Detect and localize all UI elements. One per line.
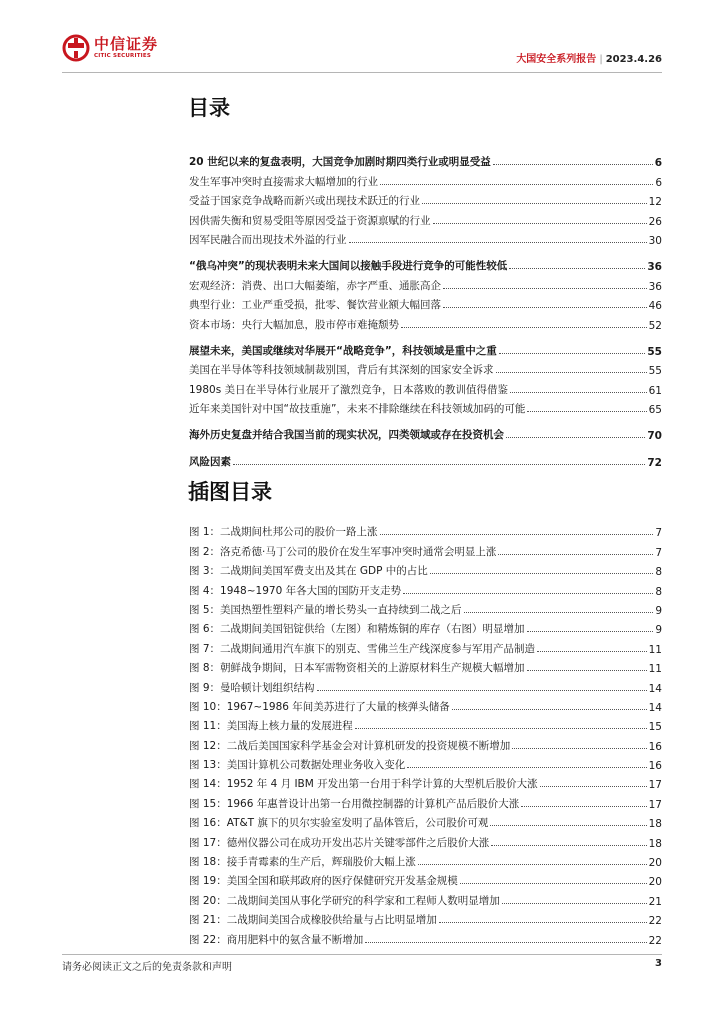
entry-title: 美国在半导体等科技领域制裁别国，背后有其深刻的国家安全诉求 (189, 364, 494, 377)
entry-title: 图 14：1952 年 4 月 IBM 开发出第一台用于科学计算的大型机后股价大涨 (189, 778, 538, 791)
dot-leader (380, 534, 654, 535)
table-of-contents (189, 150, 662, 469)
entry-page-number: 16 (648, 760, 662, 773)
dot-leader (521, 806, 646, 807)
entry-title: 图 20：二战期间美国从事化学研究的科学家和工程师人数明显增加 (189, 894, 500, 907)
footer-divider (62, 954, 662, 955)
entry-title: 图 12：二战后美国国家科学基金会对计算机研发的投资规模不断增加 (189, 739, 511, 752)
entry-page-number: 36 (648, 280, 662, 293)
entry-title: 图 18：接手青霉素的生产后，辉瑞股价大幅上涨 (189, 856, 416, 869)
report-info (516, 50, 662, 65)
entry-page-number: 12 (648, 196, 662, 209)
entry-page-number: 72 (647, 456, 662, 469)
entry-page-number: 18 (648, 837, 662, 850)
dot-leader (418, 864, 647, 865)
dot-leader (452, 709, 647, 710)
toc-entry[interactable] (189, 888, 662, 907)
toc-entry[interactable] (189, 695, 662, 714)
dot-leader (443, 307, 647, 308)
toc-entry[interactable] (189, 273, 662, 292)
logo-chinese-name: 中信证券 (94, 35, 159, 53)
entry-title: 图 21：二战期间美国合成橡胶供给量与占比明显增加 (189, 914, 437, 927)
entry-title: 图 16：AT&T 旗下的贝尔实验室发明了晶体管后，公司股价可观 (189, 817, 489, 830)
dot-leader (430, 573, 654, 574)
toc-entry[interactable] (189, 656, 662, 675)
dot-leader (349, 242, 647, 243)
entry-title: “俄乌冲突”的现状表明未来大国间以接触手段进行竞争的可能性较低 (189, 260, 508, 273)
toc-title: 目录 (188, 96, 230, 120)
entry-page-number: 20 (648, 876, 662, 889)
dot-leader (527, 411, 646, 412)
dot-leader (537, 651, 647, 652)
dot-leader (439, 922, 647, 923)
dot-leader (355, 728, 647, 729)
report-series: 大国安全系列报告 (516, 54, 597, 65)
entry-page-number: 11 (648, 643, 662, 656)
toc-entry[interactable] (189, 753, 662, 772)
entry-page-number: 8 (655, 566, 662, 579)
entry-page-number: 17 (648, 798, 662, 811)
dot-leader (540, 786, 647, 787)
dot-leader (493, 164, 653, 165)
toc-entry[interactable] (189, 791, 662, 810)
page-number: 3 (655, 958, 662, 969)
toc-entry[interactable] (189, 850, 662, 869)
dot-leader (527, 670, 647, 671)
entry-title: 近年来美国针对中国“故技重施”，未来不排除继续在科技领域加码的可能 (189, 403, 526, 416)
entry-title: 因供需失衡和贸易受阻等原因受益于资源禀赋的行业 (189, 214, 431, 227)
citic-logo (62, 34, 158, 62)
entry-title: 受益于国家竞争战略而新兴或出现技术跃迁的行业 (189, 195, 420, 208)
entry-page-number: 14 (648, 701, 662, 714)
dot-leader (460, 883, 647, 884)
page-header (62, 34, 662, 72)
toc-entry[interactable] (189, 733, 662, 752)
entry-title: 因军民融合而出现技术外溢的行业 (189, 233, 347, 246)
dot-leader (509, 268, 645, 269)
dot-leader (365, 942, 646, 943)
entry-page-number: 46 (648, 300, 662, 313)
toc-entry[interactable] (189, 312, 662, 331)
entry-page-number: 16 (648, 740, 662, 753)
dot-leader (403, 593, 653, 594)
entry-title: 图 22：商用肥料中的氨含量不断增加 (189, 933, 364, 946)
entry-title: 1980s 美日在半导体行业展开了激烈竞争，日本落败的教训值得借鉴 (189, 383, 509, 396)
entry-title: 图 7：二战期间通用汽车旗下的别克、雪佛兰生产线深度参与军用产品制造 (189, 642, 536, 655)
entry-title: 图 19：美国全国和联邦政府的医疗保健研究开发基金规模 (189, 875, 458, 888)
toc-entry[interactable] (189, 617, 662, 636)
toc-chapter-entry[interactable] (189, 423, 662, 442)
entry-title: 图 3：二战期间美国军费支出及其在 GDP 中的占比 (189, 565, 428, 578)
dot-leader (233, 464, 645, 465)
toc-chapter-entry[interactable] (189, 150, 662, 169)
dot-leader (380, 184, 653, 185)
toc-entry[interactable] (189, 811, 662, 830)
entry-title: 图 8：朝鲜战争期间，日本军需物资相关的上游原材料生产规模大幅增加 (189, 662, 525, 675)
toc-entry[interactable] (189, 675, 662, 694)
entry-page-number: 7 (655, 546, 662, 559)
header-divider (62, 72, 662, 73)
toc-entry[interactable] (189, 377, 662, 396)
toc-entry[interactable] (189, 927, 662, 946)
toc-entry[interactable] (189, 520, 662, 539)
entry-page-number: 52 (648, 319, 662, 332)
toc-entry[interactable] (189, 636, 662, 655)
figures-title: 插图目录 (188, 480, 272, 504)
entry-page-number: 8 (655, 585, 662, 598)
entry-page-number: 55 (648, 365, 662, 378)
entry-title: 图 4：1948~1970 年各大国的国防开支走势 (189, 584, 402, 597)
toc-entry[interactable] (189, 189, 662, 208)
toc-entry[interactable] (189, 539, 662, 558)
entry-page-number: 30 (648, 234, 662, 247)
toc-entry[interactable] (189, 559, 662, 578)
entry-page-number: 18 (648, 818, 662, 831)
entry-page-number: 21 (648, 895, 662, 908)
entry-page-number: 20 (648, 857, 662, 870)
dot-leader (407, 767, 646, 768)
list-of-figures (189, 520, 662, 947)
entry-title: 图 15：1966 年惠普设计出第一台用微控制器的计算机产品后股价大涨 (189, 797, 520, 810)
entry-page-number: 17 (648, 779, 662, 792)
entry-page-number: 6 (654, 157, 662, 170)
dot-leader (527, 631, 654, 632)
entry-title: 图 13：美国计算机公司数据处理业务收入变化 (189, 759, 406, 772)
entry-page-number: 14 (648, 682, 662, 695)
entry-page-number: 26 (648, 215, 662, 228)
dot-leader (443, 288, 647, 289)
toc-chapter-entry[interactable] (189, 339, 662, 358)
toc-entry[interactable] (189, 228, 662, 247)
toc-entry[interactable] (189, 358, 662, 377)
dot-leader (433, 223, 647, 224)
entry-title: 图 9：曼哈顿计划组织结构 (189, 681, 315, 694)
entry-title: 宏观经济：消费、出口大幅萎缩，赤字严重、通胀高企 (189, 279, 441, 292)
toc-chapter-entry[interactable] (189, 254, 662, 273)
entry-title: 20 世纪以来的复盘表明，大国竞争加剧时期四类行业或明显受益 (189, 156, 491, 169)
dot-leader (496, 372, 647, 373)
dot-leader (502, 903, 647, 904)
report-date: 2023.4.26 (605, 54, 662, 65)
entry-title: 海外历史复盘并结合我国当前的现实状况，四类领域或存在投资机会 (189, 429, 504, 442)
entry-page-number: 22 (648, 915, 662, 928)
toc-entry[interactable] (189, 169, 662, 188)
footer-disclaimer: 请务必阅读正文之后的免责条款和声明 (62, 962, 232, 973)
entry-page-number: 55 (647, 345, 662, 358)
toc-entry[interactable] (189, 908, 662, 927)
entry-page-number: 36 (647, 261, 662, 274)
entry-title: 展望未来，美国或继续对华展开“战略竞争”，科技领域是重中之重 (189, 344, 497, 357)
entry-page-number: 6 (655, 176, 662, 189)
dot-leader (499, 353, 646, 354)
citic-logo-icon (62, 34, 90, 62)
entry-page-number: 7 (655, 527, 662, 540)
entry-page-number: 11 (648, 663, 662, 676)
entry-title: 图 1：二战期间杜邦公司的股价一路上涨 (189, 526, 378, 539)
dot-leader (401, 327, 647, 328)
entry-page-number: 61 (648, 384, 662, 397)
entry-title: 风险因素 (189, 455, 231, 468)
dot-leader (498, 554, 653, 555)
dot-leader (490, 825, 646, 826)
toc-entry[interactable] (189, 293, 662, 312)
entry-page-number: 9 (655, 604, 662, 617)
toc-entry[interactable] (189, 208, 662, 227)
entry-page-number: 22 (648, 934, 662, 947)
logo-english-name: CITIC SECURITIES (94, 53, 152, 59)
toc-entry[interactable] (189, 578, 662, 597)
dot-leader (510, 392, 647, 393)
entry-title: 图 10：1967~1986 年间美苏进行了大量的核弹头储备 (189, 700, 450, 713)
entry-title: 图 2：洛克希德·马丁公司的股价在发生军事冲突时通常会明显上涨 (189, 545, 497, 558)
entry-title: 典型行业：工业严重受损，批零、餐饮营业额大幅回落 (189, 299, 441, 312)
toc-entry[interactable] (189, 598, 662, 617)
header-separator: | (599, 54, 603, 65)
entry-page-number: 70 (647, 430, 662, 443)
entry-page-number: 15 (648, 721, 662, 734)
toc-entry[interactable] (189, 397, 662, 416)
dot-leader (317, 690, 647, 691)
entry-title: 图 11：美国海上核力量的发展进程 (189, 720, 353, 733)
dot-leader (464, 612, 654, 613)
toc-entry[interactable] (189, 869, 662, 888)
toc-entry[interactable] (189, 772, 662, 791)
entry-page-number: 65 (648, 404, 662, 417)
entry-title: 发生军事冲突时直接需求大幅增加的行业 (189, 175, 378, 188)
entry-title: 资本市场：央行大幅加息，股市停市难掩颓势 (189, 318, 399, 331)
dot-leader (422, 203, 647, 204)
toc-entry[interactable] (189, 830, 662, 849)
dot-leader (491, 845, 646, 846)
entry-page-number: 9 (655, 624, 662, 637)
entry-title: 图 6：二战期间美国铝锭供给（左图）和精炼铜的库存（右图）明显增加 (189, 623, 525, 636)
entry-title: 图 5：美国热塑性塑料产量的增长势头一直持续到二战之后 (189, 603, 462, 616)
dot-leader (512, 748, 646, 749)
entry-title: 图 17：德州仪器公司在成功开发出芯片关键零部件之后股价大涨 (189, 836, 490, 849)
toc-entry[interactable] (189, 714, 662, 733)
dot-leader (506, 437, 645, 438)
toc-chapter-entry[interactable] (189, 449, 662, 468)
